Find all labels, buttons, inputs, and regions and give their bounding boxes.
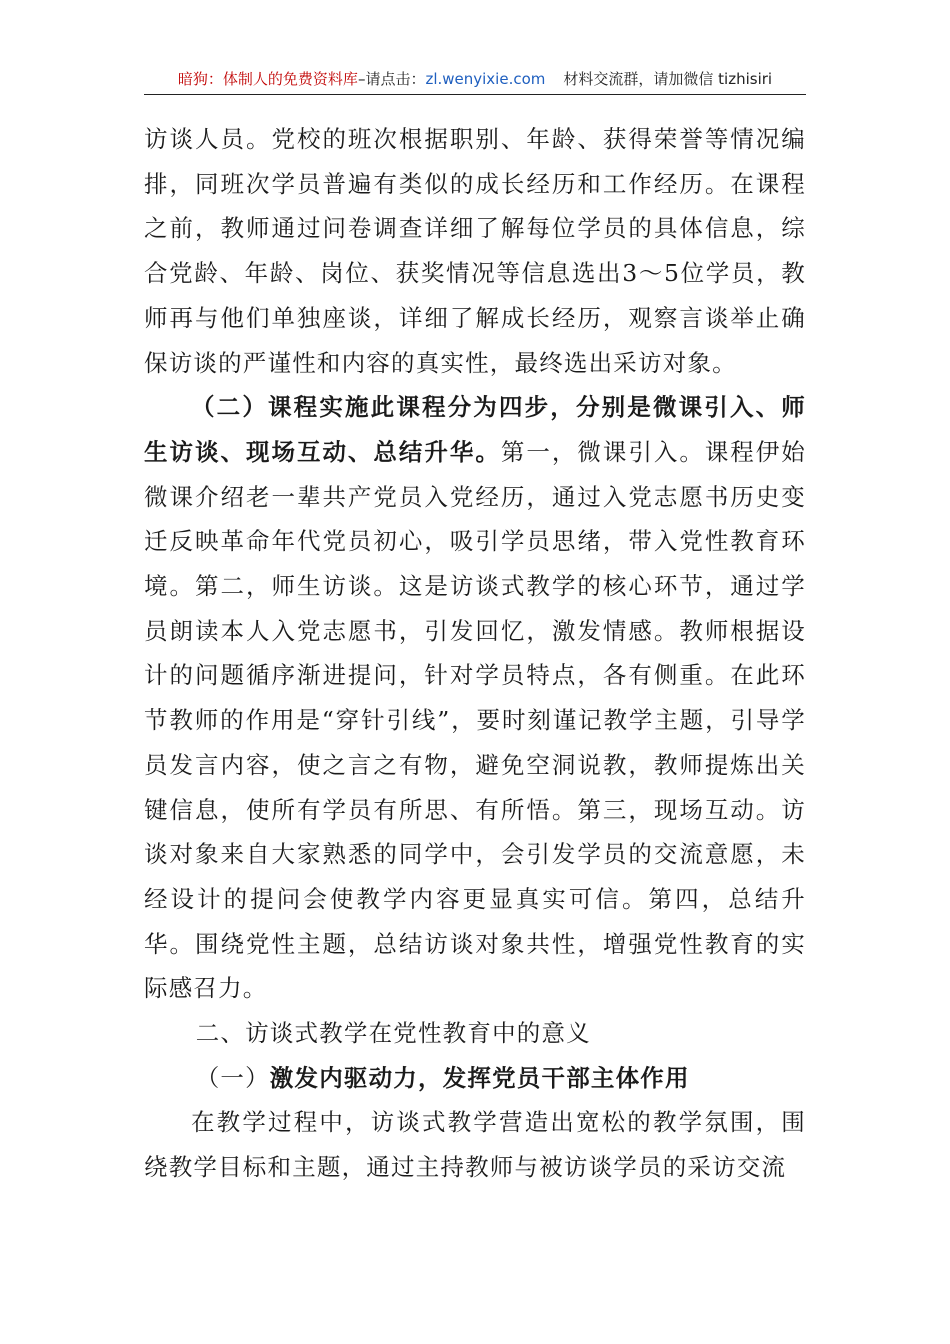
paragraph-teaching-process: 在教学过程中，访谈式教学营造出宽松的教学氛围，围绕教学目标和主题，通过主持教师与被访谈学员的采访交流 xyxy=(144,1108,806,1182)
page-header xyxy=(144,68,806,95)
subheading-prefix: （一） xyxy=(195,1063,270,1092)
course-implementation-text: 第一，微课引入。课程伊始微课介绍老一辈共产党员入党经历，通过入党志愿书历史变迁反映革命年代党员初心，吸引学员思绪，带入党性教育环境。第二，师生访谈。这是访谈式教学的核心环节，通过学员朗读本人入党志愿书，引发回忆，激发情感。教师根据设计的问题循序渐进提问，针对学员特点，各有侧重。在此环节教师的作用是“穿针引线”，要时刻谨记教学主题，引导学员发言内容，使之言之有物，避免空洞说教，教师提炼出关键信息，使所有学员有所思、有所悟。第三，现场互动。访谈对象来自大家熟悉的同学中，会引发学员的交流意愿，未经设计的提问会使教学内容更显真实可信。第四，总结升华。围绕党性主题，总结访谈对象共性，增强党性教育的实际感召力。 xyxy=(144,437,806,1003)
header-url-link[interactable]: zl.wenyixie.com xyxy=(425,70,546,88)
course-implementation-lead: （二）课程实施此课程分为四步，分别是微课引入、师生访谈、现场互动、总结升华。 xyxy=(144,393,806,466)
paragraph-course-implementation xyxy=(144,385,806,1011)
section-heading-significance: 二、访谈式教学在党性教育中的意义 xyxy=(195,1019,591,1048)
header-click-prompt: –请点击： xyxy=(357,70,426,88)
header-group-note: 材料交流群，请加微信 tizhisiri xyxy=(563,70,773,88)
paragraph-interviewees: 访谈人员。党校的班次根据职别、年龄、获得荣誉等情况编排，同班次学员普遍有类似的成长经历和工作经历。在课程之前，教师通过问卷调查详细了解每位学员的具体信息，综合党龄、年龄、岗位、获奖情况等信息选出3～5位学员，教师再与他们单独座谈，详细了解成长经历，观察言谈举止确保访谈的严谨性和内容的真实性，最终选出采访对象。 xyxy=(144,125,806,377)
subheading-text: 激发内驱动力，发挥党员干部主体作用 xyxy=(269,1063,690,1092)
subheading-motivation xyxy=(144,1056,806,1101)
document-body xyxy=(144,117,806,1190)
header-brand: 暗狗：体制人的免费资料库 xyxy=(177,70,358,88)
